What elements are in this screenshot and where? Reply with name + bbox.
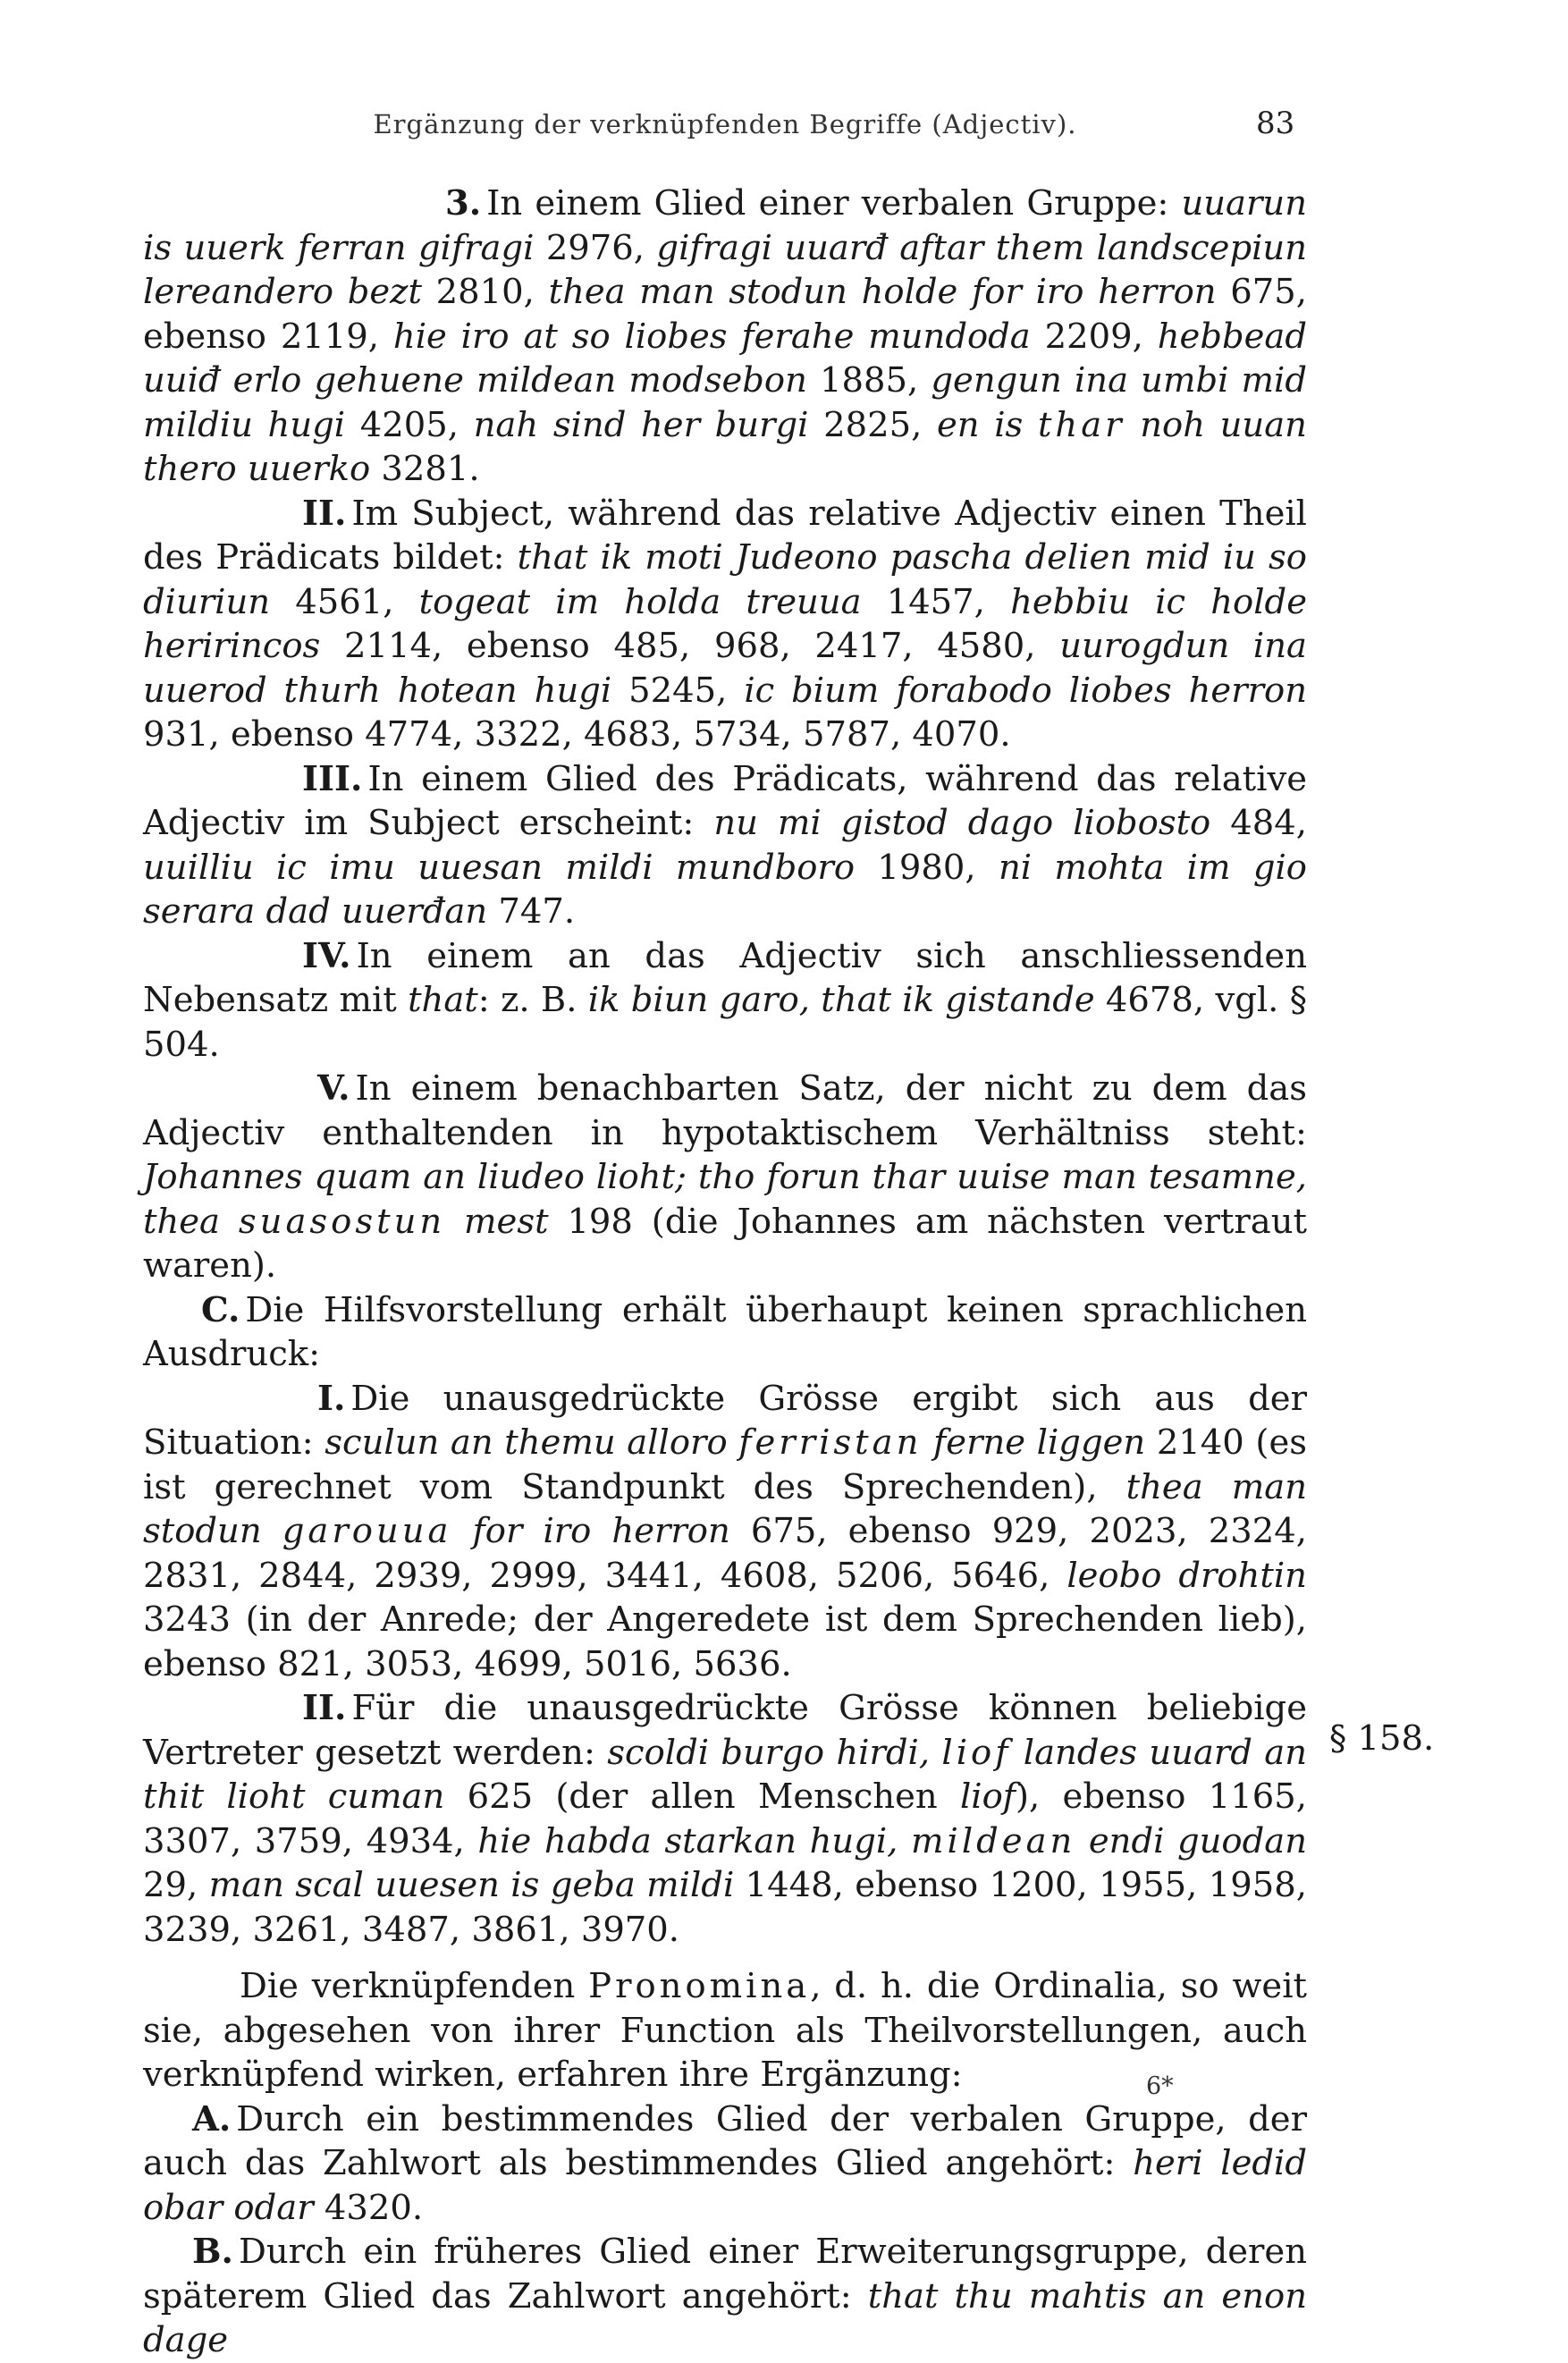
- paragraph-IV: [143, 934, 1307, 1068]
- text: 2810,: [421, 272, 549, 312]
- text: 2140 (es ist gerechnet vom Standpunkt des Sprechenden),: [143, 1422, 1307, 1507]
- quote: nu mi gistod dago liobosto: [713, 803, 1211, 843]
- item-label: V.: [317, 1068, 350, 1109]
- quote: hie habda starkan hugi,: [477, 1820, 911, 1861]
- running-head: Ergänzung der verknüpfenden Begriffe (Adjectiv).: [373, 109, 1077, 139]
- quote: uuilliu ic imu uuesan mildi mundboro: [143, 847, 856, 888]
- text: 2825,: [808, 404, 937, 445]
- spaced-word: suasostun: [238, 1201, 446, 1242]
- paragraph-A: [143, 2097, 1307, 2231]
- item-label: 3.: [445, 183, 482, 224]
- quote: gifragi uuarđ aftar them landscepiun lereandero bezt: [143, 227, 1307, 312]
- quote: hie iro at so liobes ferahe mundoda: [392, 316, 1031, 357]
- quote: thea man stodun holde for iro herron: [548, 272, 1217, 312]
- text: 2114, ebenso 485, 968, 2417, 4580,: [320, 626, 1060, 666]
- item-label: I.: [317, 1378, 346, 1419]
- text: 4678, vgl. § 504.: [143, 980, 1307, 1065]
- quote: scoldi burgo hirdi,: [607, 1732, 942, 1773]
- quote: gengun ina umbi mid mildiu hugi: [143, 360, 1308, 445]
- text: 675, ebenso 2119,: [143, 272, 1307, 357]
- quote: uuarun is uuerk ferran gifragi: [143, 183, 1307, 268]
- text: 4205,: [345, 404, 474, 445]
- signature-mark: 6*: [1146, 2072, 1174, 2100]
- paragraph-C-I: [143, 1377, 1307, 1687]
- text: 1980,: [855, 847, 999, 888]
- item-label: III.: [302, 758, 363, 799]
- quote: man scal uuesen is geba mildi: [208, 1865, 735, 1905]
- text: : z. B.: [477, 980, 588, 1020]
- quote: thea man stodun: [143, 1466, 1308, 1551]
- text: ), ebenso 1165, 3307, 3759, 4934,: [143, 1776, 1307, 1861]
- margin-section-reference: § 158.: [1329, 1718, 1435, 1759]
- quote: for iro herron: [451, 1511, 730, 1551]
- text: In einem an das Adjectiv sich anschliessenden Nebensatz mit: [143, 935, 1307, 1020]
- item-label: II.: [302, 493, 347, 534]
- text: 625 (der allen Menschen: [444, 1776, 960, 1817]
- text: Die verknüpfenden: [240, 1966, 589, 2006]
- paragraph-V: [143, 1067, 1307, 1288]
- text: 747.: [487, 891, 576, 932]
- quote: togeat im holda treuua: [418, 581, 862, 622]
- quote: hebbead uuiđ erlo gehuene mildean modsebon: [143, 316, 1307, 401]
- quote: ferne liggen: [922, 1422, 1146, 1463]
- spaced-word: garouua: [282, 1511, 452, 1551]
- text: Durch ein früheres Glied einer Erweiterungsgruppe, deren späterem Glied das Zahlwort angehört:: [143, 2232, 1307, 2317]
- quote: endi guodan: [1075, 1820, 1308, 1861]
- quote: heri ledid obar odar: [143, 2143, 1307, 2228]
- spaced-word: ferristan: [738, 1422, 923, 1463]
- text: Die unausgedrückte Grösse ergibt sich aus der Situation:: [143, 1378, 1307, 1463]
- paragraph-B: [143, 2230, 1307, 2363]
- text: 4561,: [270, 581, 419, 622]
- text: Durch ein bestimmendes Glied der verbalen Gruppe, der auch das Zahlwort als bestimmendes Glied angehört:: [143, 2098, 1307, 2183]
- item-label: C.: [201, 1289, 240, 1330]
- quote: Johannes quam an liudeo lioht; tho forun thar uuise man tesamne, thea: [143, 1157, 1307, 1242]
- text: 2976,: [534, 227, 657, 268]
- text: 675, ebenso 929, 2023, 2324, 2831, 2844, 2939, 2999, 3441, 4608, 5206, 5646,: [143, 1511, 1307, 1596]
- text: Im Subject, während das relative Adjectiv einen Theil des Prädicats bildet:: [143, 493, 1307, 578]
- quote: ni mohta im gio serara dad uuerđan: [143, 847, 1307, 932]
- quote: that: [408, 980, 478, 1020]
- paragraph-II-subject: [143, 492, 1307, 757]
- text: Für die unausgedrückte Grösse können beliebige Vertreter gesetzt werden:: [143, 1688, 1307, 1773]
- paragraph-III: [143, 757, 1307, 934]
- spaced-word: mildean: [911, 1820, 1076, 1861]
- quote: that thu mahtis an enon dage: [143, 2275, 1307, 2360]
- text: 3243 (in der Anrede; der Angeredete ist dem Sprechenden lieb), ebenso 821, 3053, 4699, 5016, 5636.: [143, 1599, 1307, 1684]
- text: 2209,: [1030, 316, 1158, 357]
- text: 1457,: [861, 581, 1011, 622]
- item-label: B.: [192, 2232, 233, 2272]
- quote: sculun an themu alloro: [325, 1422, 739, 1463]
- quote: nah sind her burgi: [473, 404, 809, 445]
- paragraph-3: [143, 181, 1307, 492]
- text: In einem benachbarten Satz, der nicht zu dem das Adjectiv enthaltenden in hypotaktischem Verhältniss steht:: [143, 1068, 1307, 1153]
- text: In einem Glied des Prädicats, während das relative Adjectiv im Subject erscheint:: [143, 758, 1307, 843]
- text: 931, ebenso 4774, 3322, 4683, 5734, 5787, 4070.: [143, 714, 1011, 755]
- text: , d. h. die Ordinalia, so weit sie, abgesehen von ihrer Function als Theilvorstellungen, auch verknüpfend wirken, erfahren ihre Ergänzung:: [143, 1966, 1308, 2095]
- quote: hebbiu ic holde heririncos: [143, 581, 1307, 666]
- quote: that ik moti Judeono pascha delien mid iu so diuriun: [143, 537, 1307, 622]
- text: 3281.: [370, 449, 480, 489]
- quote: liof: [959, 1776, 1016, 1817]
- body-text: [143, 181, 1307, 2363]
- paragraph-pronomina: [143, 1964, 1307, 2097]
- item-label: A.: [192, 2098, 232, 2139]
- text: In einem Glied einer verbalen Gruppe:: [486, 183, 1182, 224]
- paragraph-C: [143, 1288, 1307, 1377]
- text: 1885,: [806, 360, 932, 401]
- text: 484,: [1210, 803, 1307, 843]
- spaced-word: liof: [941, 1732, 1012, 1773]
- text: 1448, ebenso 1200, 1955, 1958, 3239, 3261, 3487, 3861, 3970.: [143, 1865, 1307, 1950]
- spaced-word: Pronomina: [588, 1966, 811, 2006]
- quote: en is: [936, 404, 1038, 445]
- item-label: IV.: [302, 935, 351, 976]
- quote: ik biun garo, that ik gistande: [587, 980, 1095, 1020]
- text: 5245,: [611, 670, 745, 711]
- text: Die Hilfsvorstellung erhält überhaupt keinen sprachlichen Ausdruck:: [143, 1289, 1307, 1374]
- quote: mest: [445, 1201, 549, 1242]
- page-number: 83: [1256, 105, 1295, 141]
- spaced-word: thar: [1037, 404, 1125, 445]
- quote: ic bium forabodo liobes herron: [744, 670, 1307, 711]
- quote: leobo drohtin: [1066, 1555, 1307, 1596]
- text: 29,: [143, 1865, 209, 1905]
- text: 198 (die Johannes am nächsten vertraut waren).: [143, 1201, 1307, 1286]
- paragraph-C-II: [143, 1686, 1307, 1952]
- quote: noh uuan thero uuerko: [143, 404, 1307, 489]
- text: 4320.: [313, 2187, 424, 2228]
- quote: landes uuard an thit lioht cuman: [143, 1732, 1307, 1817]
- quote: uurogdun ina uuerod thurh hotean hugi: [143, 626, 1307, 711]
- item-label: II.: [302, 1688, 347, 1728]
